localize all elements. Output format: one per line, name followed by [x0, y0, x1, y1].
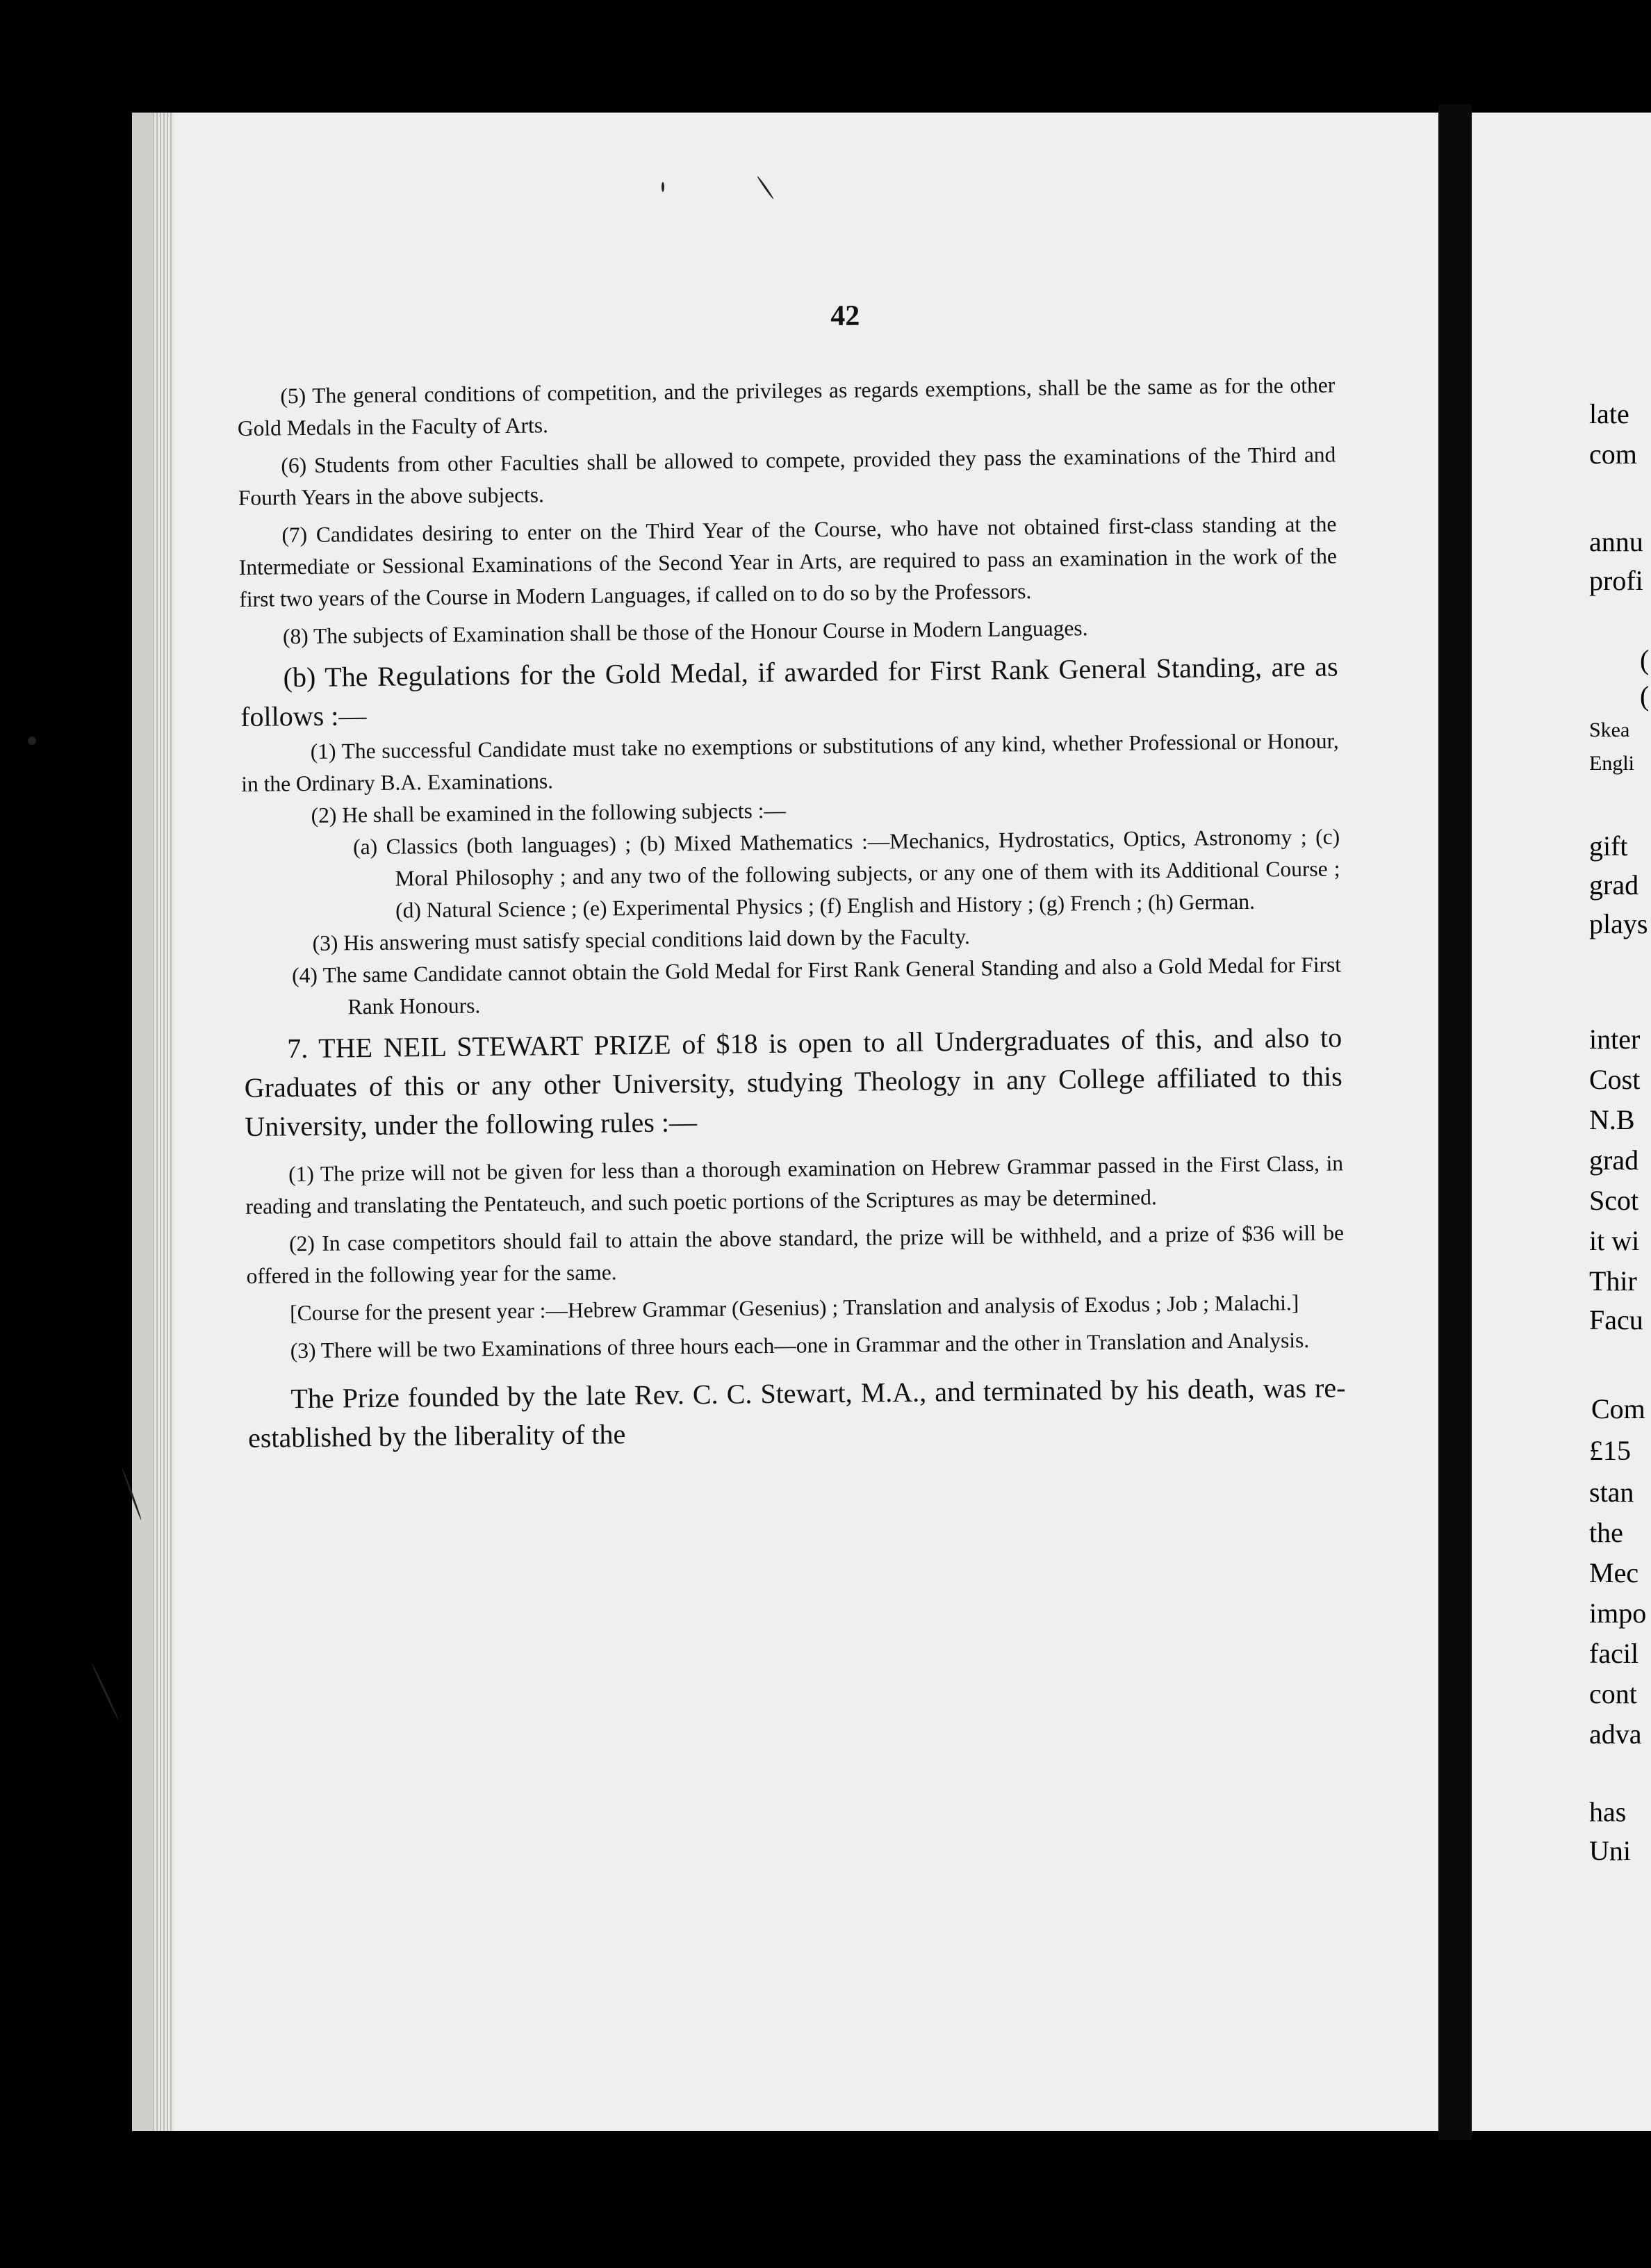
right-fragment: Mec	[1589, 1557, 1639, 1588]
right-fragment: gift	[1589, 830, 1628, 862]
text-body	[237, 369, 1346, 1457]
page-edge-stack	[153, 113, 174, 2131]
scan-speck	[91, 1663, 120, 1721]
book-gutter	[1438, 104, 1472, 2140]
regulation-7: (7) Candidates desiring to enter on the Third Year of the Course, who have not obtained first-class standing at the Intermediate or Sessional Examinations of the Second Year in Arts, are required to pass an examination in the work of the first two years of the Course in Modern Languages, if called on to do so by the Professors.	[238, 511, 1338, 611]
section-b-rule-1: (1) The successful Candidate must take no exemptions or substitutions of any kind, whether Professional or Honour, in the Ordinary B.A. Examinations.	[241, 728, 1339, 796]
right-fragment: Com	[1591, 1393, 1645, 1424]
right-fragment: Facu	[1589, 1304, 1643, 1336]
right-fragment: profi	[1589, 565, 1643, 596]
regulation-6: (6) Students from other Faculties shall be allowed to compete, provided they pass the examinations of the Third and Fourth Years in the above subjects.	[238, 442, 1336, 510]
section-b-rule-2: (2) He shall be examined in the following subjects :—	[311, 798, 787, 828]
right-fragment: it wi	[1589, 1225, 1640, 1256]
right-fragment: Skea	[1589, 718, 1630, 741]
right-fragment: annu	[1589, 526, 1643, 557]
right-fragment: Scot	[1589, 1185, 1639, 1216]
page-number: 42	[830, 299, 860, 333]
neil-stewart-prize-heading: 7. THE NEIL STEWART PRIZE of $18 is open to all Undergraduates of this, and also to Graduates of this or any other University, studying Theology in any College affiliated to this University, under the following rules :—	[244, 1021, 1342, 1142]
right-fragment: Uni	[1589, 1835, 1631, 1866]
section-b-rule-4: (4) The same Candidate cannot obtain the Gold Medal for First Rank General Standing and also a Gold Medal for First Rank Honours.	[291, 952, 1342, 1019]
regulation-8: (8) The subjects of Examination shall be those of the Honour Course in Modern Languages.	[282, 616, 1088, 649]
section-b-heading: (b) The Regulations for the Gold Medal, if awarded for First Rank General Standing, are as follows :—	[240, 650, 1338, 732]
prize-rule-2: (2) In case competitors should fail to attain the above standard, the prize will be withheld, and a prize of $36 will be offered in the following year for the same.	[246, 1220, 1345, 1288]
right-fragment: grad	[1589, 1144, 1639, 1176]
section-b-subjects: (a) Classics (both languages) ; (b) Mixed Mathematics :—Mechanics, Hydrostatics, Optics, Astronomy ; (c) Moral Philosophy ; and any two of the following subjects, or any one of them with its Additional Course ; (d) Natural Science ; (e) Experimental Physics ; (f) English and History ; (g) French ; (h) German.	[352, 824, 1340, 923]
right-fragment: impo	[1589, 1597, 1647, 1629]
right-fragment: the	[1589, 1517, 1623, 1548]
right-fragment: (	[1640, 644, 1650, 675]
right-fragment: cont	[1589, 1678, 1637, 1709]
section-b-rule-3: (3) His answering must satisfy special conditions laid down by the Faculty.	[312, 923, 971, 955]
right-fragment: facil	[1589, 1638, 1639, 1669]
right-fragment: stan	[1589, 1477, 1634, 1508]
right-fragment: N.B	[1589, 1104, 1635, 1135]
right-fragment: (	[1640, 680, 1650, 712]
right-fragment: late	[1589, 398, 1629, 429]
prize-rule-3: (3) There will be two Examinations of three hours each—one in Grammar and the other in Translation and Analysis.	[290, 1327, 1310, 1363]
closing-paragraph: The Prize founded by the late Rev. C. C. Stewart, M.A., and terminated by his death, was re-established by the liberality of the	[247, 1372, 1346, 1454]
right-fragment: plays	[1589, 908, 1648, 939]
right-fragment: inter	[1589, 1024, 1641, 1055]
right-fragment: adva	[1589, 1718, 1642, 1750]
right-fragment: Engli	[1589, 752, 1634, 775]
right-fragment: com	[1589, 438, 1637, 470]
right-fragment: Thir	[1589, 1265, 1637, 1297]
scan-speck	[662, 182, 664, 192]
right-fragment: £15	[1589, 1435, 1631, 1466]
scan-speck	[28, 737, 36, 745]
right-fragment: grad	[1589, 869, 1639, 901]
prize-rule-1: (1) The prize will not be given for less than a thorough examination on Hebrew Grammar passed in the First Class, in reading and translating the Pentateuch, and such poetic portions of the Scriptures as may be determined.	[245, 1151, 1344, 1219]
regulation-5: (5) The general conditions of competition, and the privileges as regards exemptions, shall be the same as for the other Gold Medals in the Faculty of Arts.	[237, 372, 1336, 441]
course-note: [Course for the present year :—Hebrew Grammar (Gesenius) ; Translation and analysis of Exodus ; Job ; Malachi.]	[290, 1290, 1299, 1326]
right-fragment: Cost	[1589, 1064, 1641, 1095]
right-fragment: has	[1589, 1796, 1627, 1827]
